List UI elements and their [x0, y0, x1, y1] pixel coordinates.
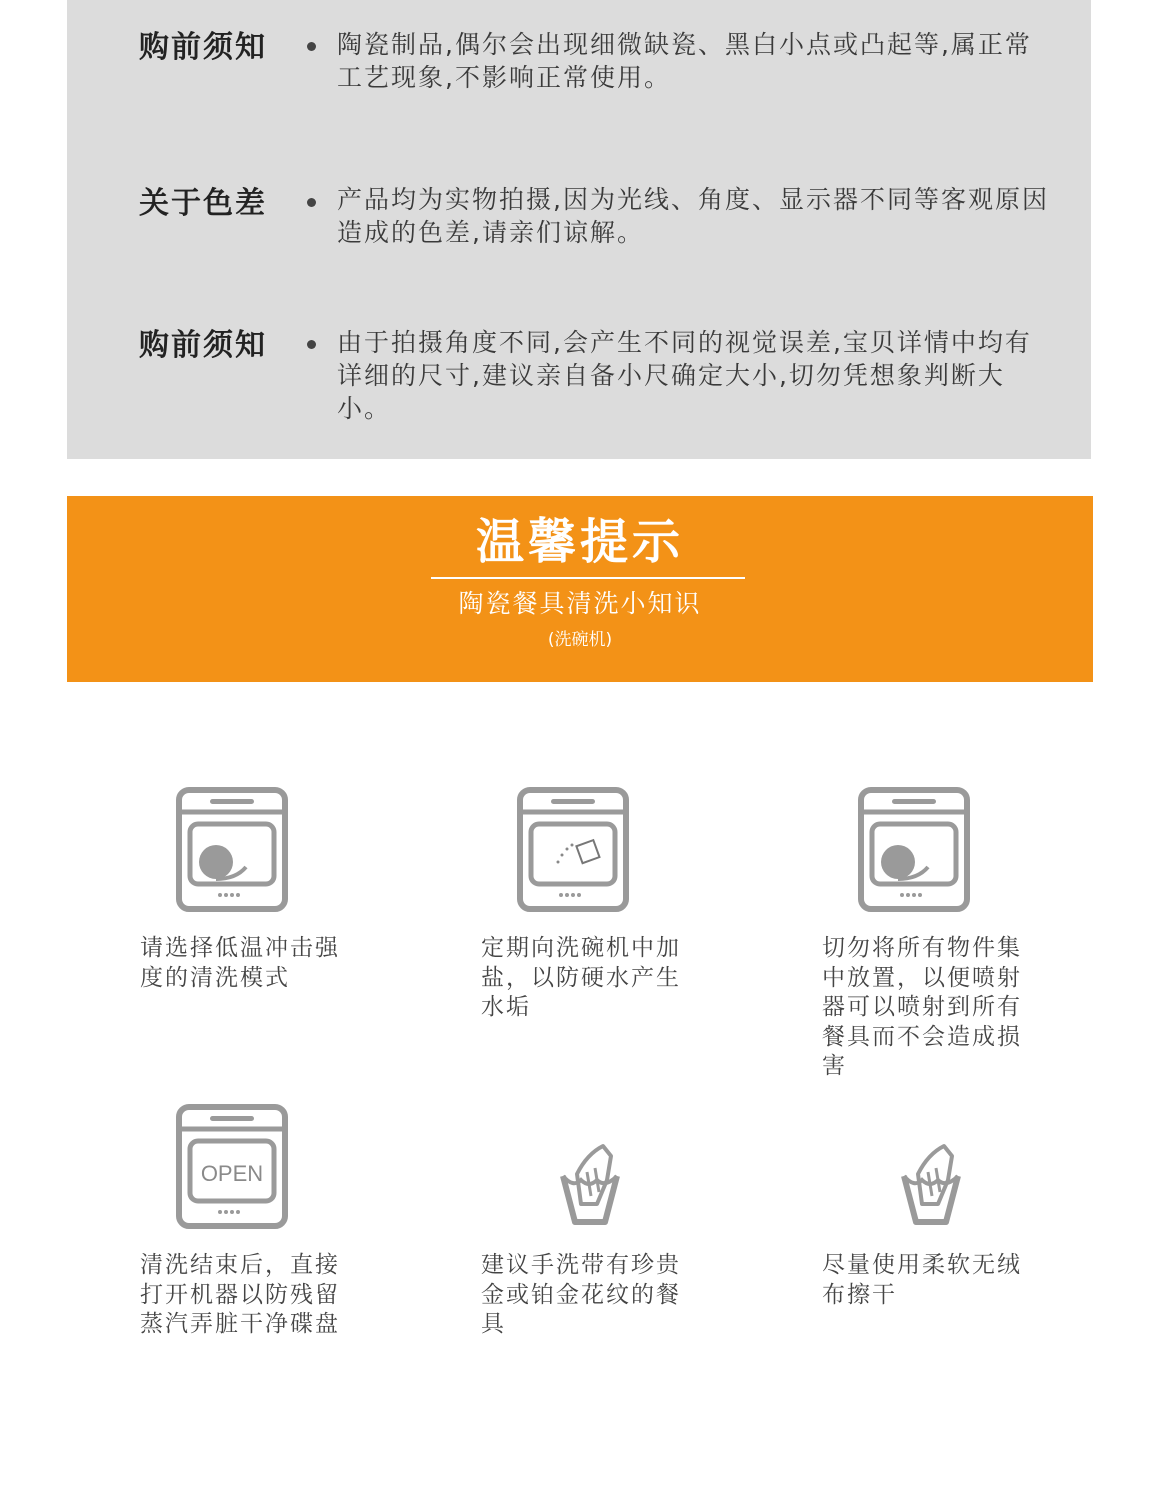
- banner-subtitle: 陶瓷餐具清洗小知识: [458, 589, 702, 618]
- bullet-icon: [307, 42, 316, 51]
- bullet-icon: [307, 198, 316, 207]
- notice-text: 产品均为实物拍摄,因为光线、角度、显示器不同等客观原因造成的色差,请亲们谅解。: [337, 185, 1049, 247]
- notice-title: 购前须知: [139, 30, 267, 65]
- notice-title: 关于色差: [139, 186, 267, 221]
- tip-text: 建议手洗带有珍贵金或铂金花纹的餐具: [481, 1252, 681, 1337]
- dishwasher-open-icon: [176, 1104, 288, 1229]
- bullet-icon: [307, 340, 316, 349]
- banner-note: (洗碗机): [547, 630, 613, 650]
- notice-panel: [67, 0, 1091, 459]
- banner-title: 温馨提示: [475, 514, 684, 570]
- dishwasher-salt-icon: [517, 787, 629, 912]
- tips-banner: [67, 496, 1093, 682]
- tip-text: 切勿将所有物件集中放置，以便喷射器可以喷射到所有餐具而不会造成损害: [822, 935, 1022, 1079]
- open-label: OPEN: [200, 1161, 264, 1186]
- tip-text: 请选择低温冲击强度的清洗模式: [140, 935, 340, 991]
- dishwasher-plate-icon: [858, 787, 970, 912]
- tip-text: 定期向洗碗机中加盐，以防硬水产生水垢: [481, 935, 681, 1020]
- dishwasher-plate-icon: [176, 787, 288, 912]
- tip-text: 清洗结束后，直接打开机器以防残留蒸汽弄脏干净碟盘: [140, 1252, 340, 1337]
- hand-wash-icon: [858, 1104, 970, 1229]
- tip-text: 尽量使用柔软无绒布擦干: [822, 1252, 1022, 1308]
- notice-text: 由于拍摄角度不同,会产生不同的视觉误差,宝贝详情中均有详细的尺寸,建议亲自备小尺确定大小,切勿凭想象判断大小。: [337, 328, 1032, 423]
- notice-title: 购前须知: [139, 328, 267, 363]
- hand-wash-icon: [517, 1104, 629, 1229]
- banner-divider: [431, 577, 745, 579]
- notice-text: 陶瓷制品,偶尔会出现细微缺瓷、黑白小点或凸起等,属正常工艺现象,不影响正常使用。: [337, 30, 1032, 92]
